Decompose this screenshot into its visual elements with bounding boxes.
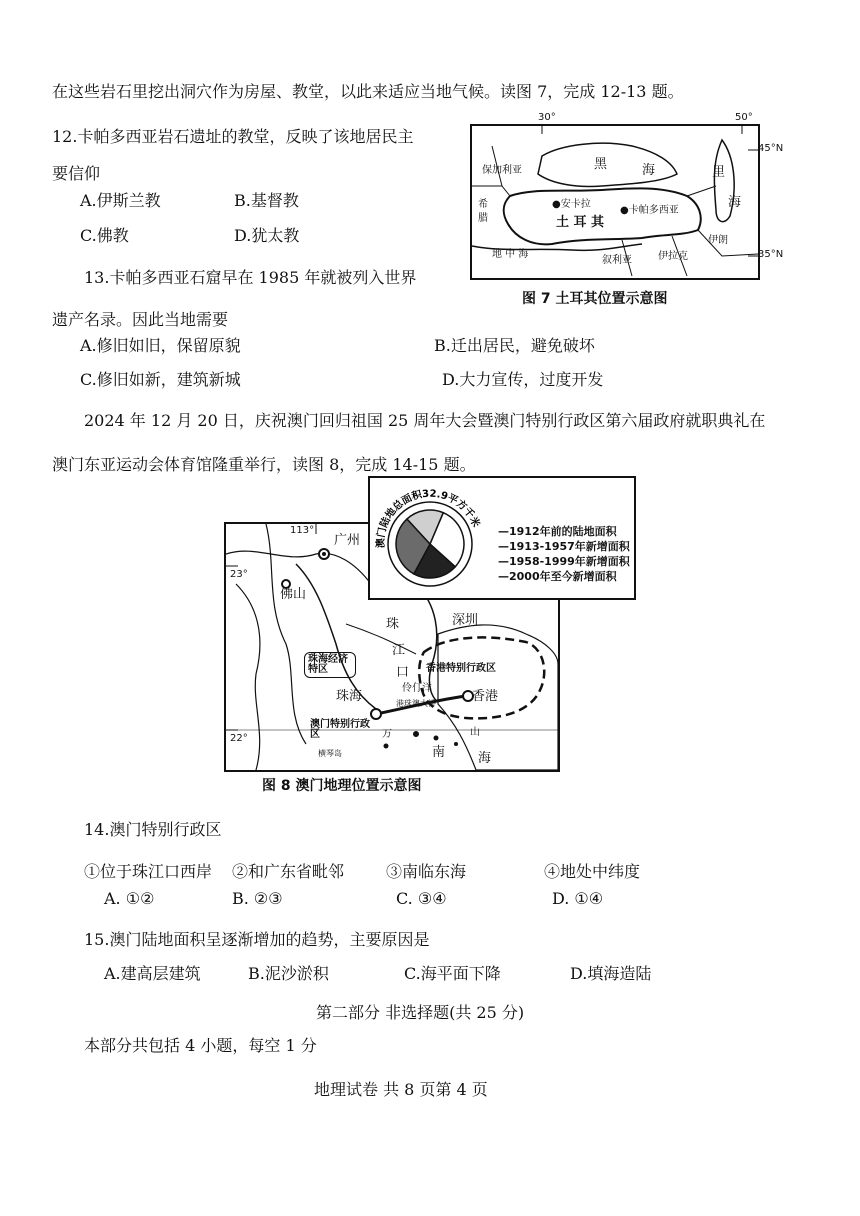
- map8-label-zhuhai: 珠海: [336, 689, 363, 704]
- q12-option-d: D.犹太教: [234, 226, 300, 245]
- passage2-line1: 2024 年 12 月 20 日，庆祝澳门回归祖国 25 周年大会暨澳门特别行政区第六届政府就职典礼在: [84, 411, 766, 430]
- pie-legend-item-4: —2000年至今新增面积: [498, 570, 617, 583]
- map8-label-hk-sar: 香港特别行政区: [426, 663, 496, 674]
- map7-label-cappadocia: ●卡帕多西亚: [620, 205, 679, 216]
- q14-option-a: A. ①②: [104, 889, 155, 908]
- map7-label-caspian-1: 里: [712, 165, 726, 180]
- macau-area-pie-inset: [368, 476, 636, 600]
- q12-stem-line2: 要信仰: [52, 164, 101, 183]
- area-pie-chart: [370, 478, 490, 598]
- part2-title: 第二部分 非选择题(共 25 分): [316, 1003, 525, 1022]
- map8-label-shan: 山: [470, 727, 480, 738]
- map8-label-pearl-2: 江: [392, 643, 406, 658]
- map8-label-pearl-3: 口: [396, 665, 410, 680]
- map7-label-syria: 叙利亚: [602, 255, 632, 266]
- map8-label-south-sea-1: 南: [432, 745, 446, 760]
- q14-statement-3: ③南临东海: [386, 862, 467, 881]
- q13-stem-line1: 13.卡帕多西亚石窟早在 1985 年就被列入世界: [84, 268, 417, 287]
- map8-caption: 图 8 澳门地理位置示意图: [262, 778, 422, 794]
- map8-label-macau-sar: 澳门特别行政区: [310, 719, 370, 740]
- pie-legend-item-2: —1913-1957年新增面积: [498, 540, 630, 553]
- map8-label-guangzhou: 广州: [334, 533, 361, 548]
- q15-option-b: B.泥沙淤积: [248, 964, 329, 983]
- q14-option-b: B. ②③: [232, 889, 283, 908]
- map7-label-iraq: 伊拉克: [658, 251, 688, 262]
- map7-label-bulgaria: 保加利亚: [482, 165, 522, 176]
- map7-lon-50: 50°: [735, 112, 753, 123]
- map7-label-iran: 伊朗: [708, 235, 728, 246]
- map8-label-shenzhen: 深圳: [452, 613, 479, 628]
- q14-statement-1: ①位于珠江口西岸: [84, 862, 213, 881]
- map8-label-lingding: 伶仃洋: [402, 683, 432, 694]
- map7-lat-45: 45°N: [758, 143, 784, 154]
- map8-lon-113: 113°: [290, 525, 315, 536]
- q13-stem-line2: 遗产名录。因此当地需要: [52, 310, 229, 329]
- q14-option-d: D. ①④: [552, 889, 604, 908]
- map7-label-greece-1: 希: [478, 199, 488, 210]
- pie-legend-item-1: —1912年前的陆地面积: [498, 525, 617, 538]
- map7-label-turkey: 土 耳 其: [556, 215, 605, 230]
- q15-option-d: D.填海造陆: [570, 964, 652, 983]
- map7-label-black-sea-2: 海: [642, 163, 656, 178]
- q13-option-d: D.大力宣传，过度开发: [442, 370, 604, 389]
- q14-statement-4: ④地处中纬度: [544, 862, 641, 881]
- map7-label-ankara: ●安卡拉: [552, 199, 591, 210]
- q15-option-c: C.海平面下降: [404, 964, 501, 983]
- map7-label-caspian-2: 海: [728, 195, 742, 210]
- pie-title: 澳门陆地总面积32.9平方千米: [375, 488, 482, 549]
- map7-caption: 图 7 土耳其位置示意图: [522, 291, 668, 307]
- map8-lat-22: 22°: [230, 733, 248, 744]
- map8-lat-23: 23°: [230, 569, 248, 580]
- q12-option-b: B.基督教: [234, 191, 299, 210]
- map8-label-south-sea-2: 海: [478, 751, 492, 766]
- map7-label-greece-2: 腊: [478, 213, 488, 224]
- map8-label-wan: 万: [382, 729, 392, 740]
- q15-stem: 15.澳门陆地面积呈逐渐增加的趋势，主要原因是: [84, 930, 430, 949]
- map8-label-foshan: 佛山: [280, 587, 307, 602]
- map8-label-bridge: 港珠澳大桥: [396, 699, 436, 708]
- map7-label-med-sea: 地 中 海: [492, 249, 529, 260]
- map8-label-hengqin: 横琴岛: [318, 749, 342, 758]
- map8-label-pearl-1: 珠: [386, 617, 400, 632]
- pie-legend-item-3: —1958-1999年新增面积: [498, 555, 630, 568]
- map8-label-zhuhai-sez: 珠海经济特区: [304, 652, 356, 678]
- q13-option-b: B.迁出居民，避免破坏: [434, 336, 595, 355]
- map7-label-black-sea-1: 黑: [594, 157, 608, 172]
- page-footer: 地理试卷 共 8 页第 4 页: [314, 1080, 488, 1099]
- q12-stem-line1: 12.卡帕多西亚岩石遗址的教堂，反映了该地居民主: [52, 127, 414, 146]
- q14-option-c: C. ③④: [396, 889, 447, 908]
- turkey-location-map: [470, 124, 760, 280]
- q15-option-a: A.建高层建筑: [104, 964, 201, 983]
- intro-line: 在这些岩石里挖出洞穴作为房屋、教堂，以此来适应当地气候。读图 7，完成 12-13 题。: [52, 82, 684, 101]
- map7-lat-35: 35°N: [758, 249, 784, 260]
- passage2-line2: 澳门东亚运动会体育馆隆重举行，读图 8，完成 14-15 题。: [52, 455, 476, 474]
- q12-option-a: A.伊斯兰教: [80, 191, 161, 210]
- map7-lon-30: 30°: [538, 112, 556, 123]
- q12-option-c: C.佛教: [80, 226, 129, 245]
- q13-option-c: C.修旧如新，建筑新城: [80, 370, 241, 389]
- map8-label-hongkong: 香港: [472, 689, 499, 704]
- q14-statement-2: ②和广东省毗邻: [232, 862, 345, 881]
- part2-note: 本部分共包括 4 小题，每空 1 分: [84, 1036, 317, 1055]
- q14-stem: 14.澳门特别行政区: [84, 820, 222, 839]
- q13-option-a: A.修旧如旧，保留原貌: [80, 336, 241, 355]
